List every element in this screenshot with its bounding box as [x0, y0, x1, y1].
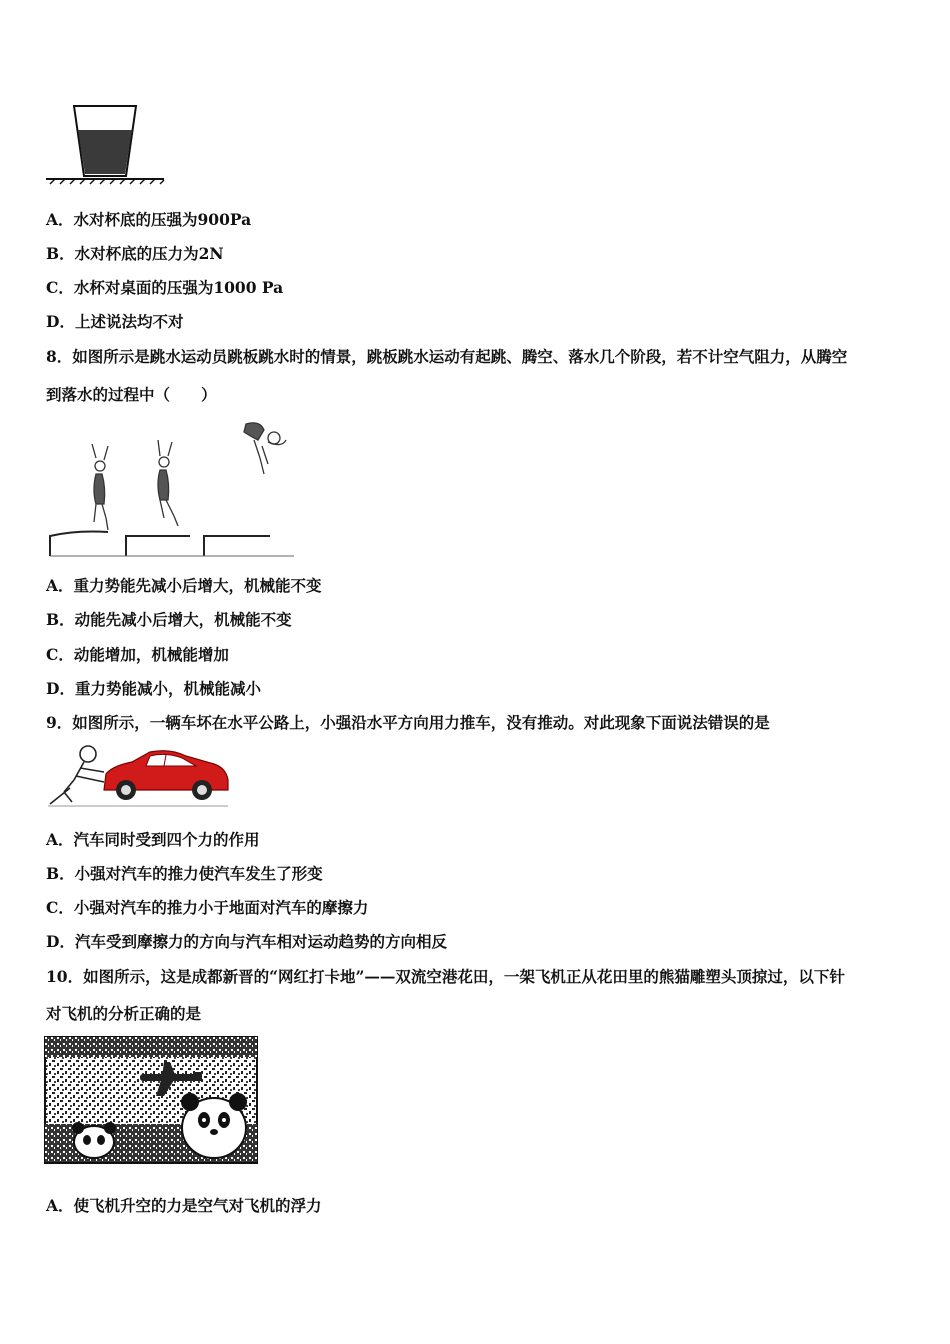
q9-option-a: A．汽车同时受到四个力的作用: [46, 830, 260, 849]
water-cup-figure: [44, 100, 166, 186]
q10-stem-line1: 10．如图所示，这是成都新晋的“网红打卡地”——双流空港花田，一架飞机正从花田里的熊猫雕塑头顶掠过，以下针: [46, 967, 845, 986]
q9-option-d: D．汽车受到摩擦力的方向与汽车相对运动趋势的方向相反: [46, 932, 447, 951]
q8-option-c: C．动能增加，机械能增加: [46, 645, 229, 664]
q8-option-a: A．重力势能先减小后增大，机械能不变: [46, 576, 322, 595]
q9-stem-line1: 9．如图所示，一辆车坏在水平公路上，小强沿水平方向用力推车，没有推动。对此现象下面说法错误的是: [46, 713, 770, 732]
q8-option-b: B．动能先减小后增大，机械能不变: [46, 610, 292, 629]
q10-option-a: A．使飞机升空的力是空气对飞机的浮力: [46, 1196, 322, 1215]
q8-option-d: D．重力势能减小，机械能减小: [46, 679, 261, 698]
q7-option-c: C．水杯对桌面的压强为1000 Pa: [46, 278, 284, 297]
q8-stem-line2: 到落水的过程中（ ）: [46, 385, 217, 404]
car-push-figure: [46, 742, 232, 812]
panda-airplane-photo: [44, 1036, 258, 1164]
q8-stem-line1: 8．如图所示是跳水运动员跳板跳水时的情景，跳板跳水运动有起跳、腾空、落水几个阶段，若不计空气阻力，从腾空: [46, 347, 848, 366]
q7-option-a: A．水对杯底的压强为900Pa: [46, 210, 252, 229]
q9-option-b: B．小强对汽车的推力使汽车发生了形变: [46, 864, 323, 883]
q9-option-c: C．小强对汽车的推力小于地面对汽车的摩擦力: [46, 898, 369, 917]
q7-option-d: D．上述说法均不对: [46, 312, 184, 331]
diver-figure: [46, 418, 298, 560]
q10-stem-line2: 对飞机的分析正确的是: [46, 1004, 202, 1023]
q7-option-b: B．水对杯底的压力为2N: [46, 244, 224, 263]
